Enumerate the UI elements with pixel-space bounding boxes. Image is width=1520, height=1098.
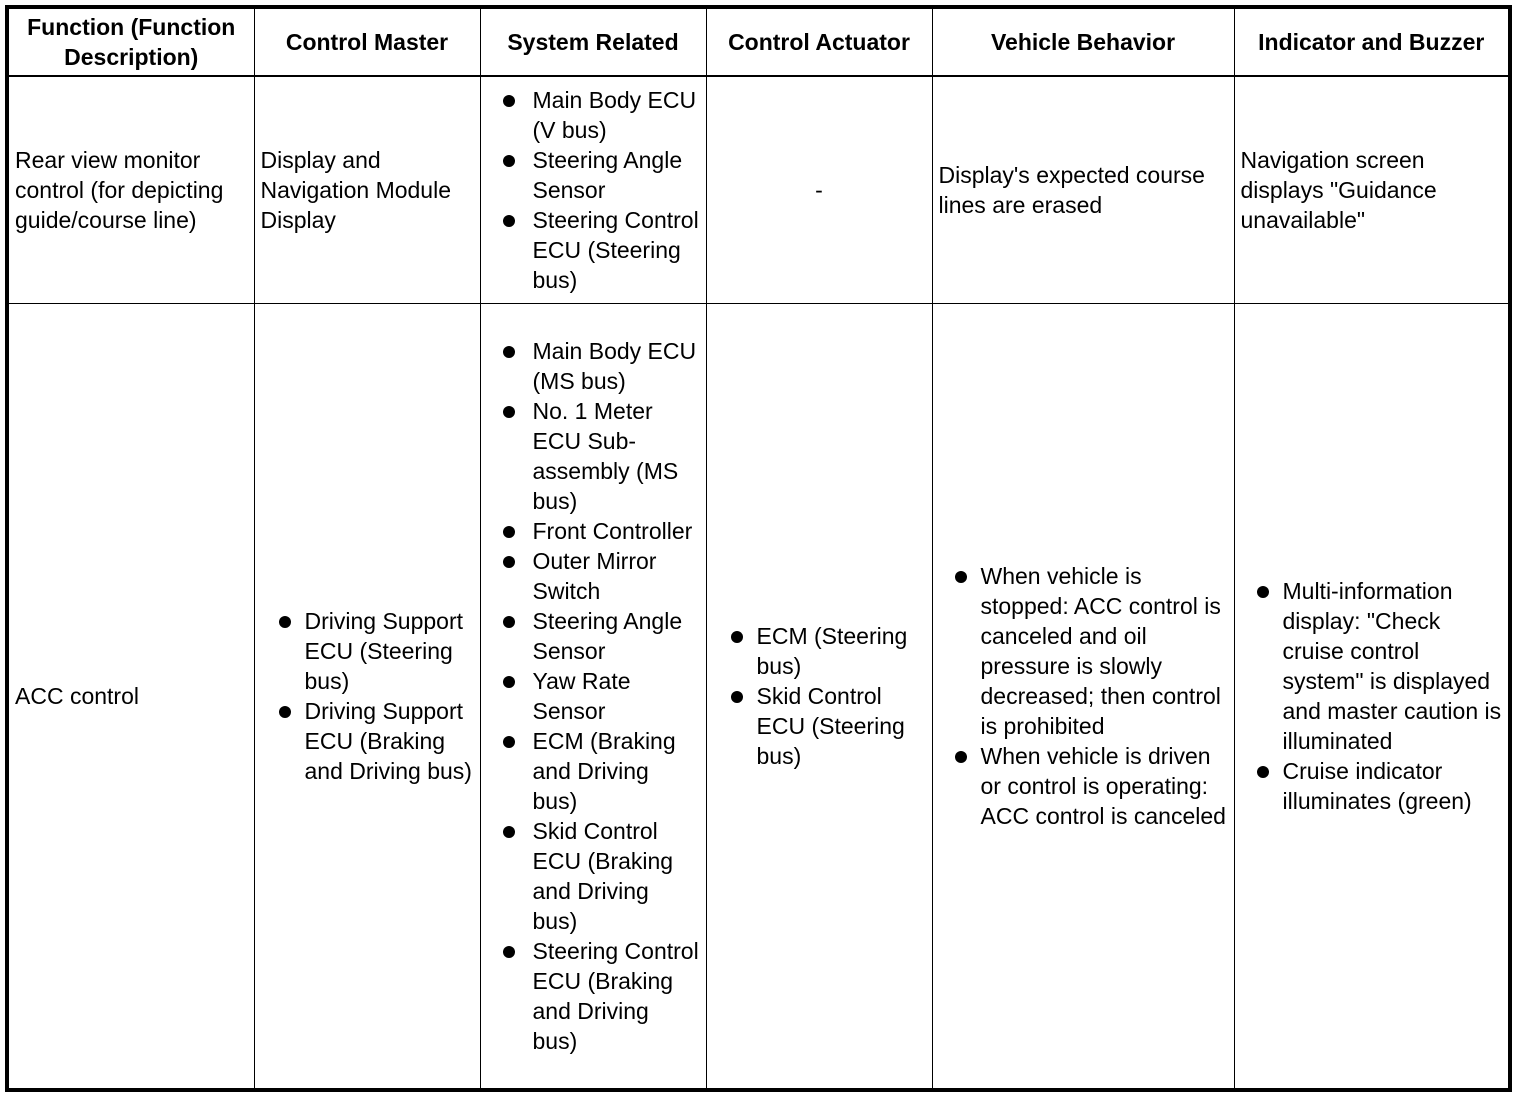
header-row [7, 7, 1510, 76]
list-item: Driving Support ECU (Steering bus) [279, 606, 474, 696]
control-master-list [279, 606, 474, 786]
header-system-related: System Related [480, 7, 706, 76]
list-item: Steering Angle Sensor [503, 606, 700, 666]
header-function: Function (Function Description) [7, 7, 254, 76]
list-item: Steering Control ECU (Braking and Driving bus) [503, 936, 700, 1056]
list-item: Multi-information display: "Check cruise control system" is displayed and master caution is illuminated [1257, 576, 1503, 756]
list-item: When vehicle is driven or control is operating: ACC control is canceled [955, 741, 1228, 831]
list-item: Main Body ECU (V bus) [503, 85, 700, 145]
vehicle-behavior-cell: Display's expected course lines are erased [932, 76, 1234, 304]
list-item: Main Body ECU (MS bus) [503, 336, 700, 396]
list-item: Front Controller [503, 516, 700, 546]
vehicle-behavior-cell [932, 304, 1234, 1091]
header-control-master: Control Master [254, 7, 480, 76]
system-related-list [503, 336, 700, 1056]
indicator-cell [1234, 304, 1510, 1091]
list-item: ECM (Braking and Driving bus) [503, 726, 700, 816]
list-item: Cruise indicator illuminates (green) [1257, 756, 1503, 816]
function-table [5, 5, 1512, 1092]
function-cell: Rear view monitor control (for depicting guide/course line) [7, 76, 254, 304]
control-actuator-cell [706, 304, 932, 1091]
control-actuator-cell: - [706, 76, 932, 304]
system-related-cell [480, 304, 706, 1091]
control-actuator-list [731, 621, 926, 771]
vehicle-behavior-list [955, 561, 1228, 831]
control-master-cell [254, 304, 480, 1091]
list-item: Yaw Rate Sensor [503, 666, 700, 726]
system-related-list [503, 85, 700, 295]
indicator-list [1257, 576, 1503, 816]
list-item: Outer Mirror Switch [503, 546, 700, 606]
list-item: No. 1 Meter ECU Sub-assembly (MS bus) [503, 396, 700, 516]
header-vehicle-behavior: Vehicle Behavior [932, 7, 1234, 76]
table-row [7, 76, 1510, 304]
indicator-cell: Navigation screen displays "Guidance unavailable" [1234, 76, 1510, 304]
system-related-cell [480, 76, 706, 304]
list-item: ECM (Steering bus) [731, 621, 926, 681]
list-item: Steering Angle Sensor [503, 145, 700, 205]
list-item: Skid Control ECU (Braking and Driving bus) [503, 816, 700, 936]
list-item: Driving Support ECU (Braking and Driving bus) [279, 696, 474, 786]
list-item: When vehicle is stopped: ACC control is canceled and oil pressure is slowly decreased; then control is prohibited [955, 561, 1228, 741]
list-item: Steering Control ECU (Steering bus) [503, 205, 700, 295]
header-control-actuator: Control Actuator [706, 7, 932, 76]
function-cell: ACC control [7, 304, 254, 1091]
list-item: Skid Control ECU (Steering bus) [731, 681, 926, 771]
control-master-cell: Display and Navigation Module Display [254, 76, 480, 304]
header-indicator-buzzer: Indicator and Buzzer [1234, 7, 1510, 76]
table-row [7, 304, 1510, 1091]
